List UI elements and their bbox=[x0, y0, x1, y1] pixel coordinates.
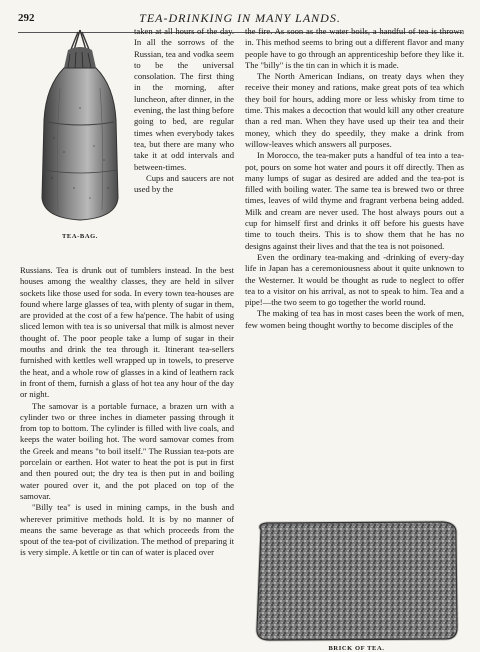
paragraph-billy-tea: "Billy tea" is used in mining camps, in the bush and wherever primitive methods hold. It is by no manner of means the same beverage as that which proceeds from the spout of the tea-pot of civilization. The method of preparing it is very simple. A kettle or tin can of water is placed over bbox=[20, 502, 234, 558]
paragraph-making-of-tea: The making of tea has in most cases been the work of men, few women being thought worthy to become disciples of the bbox=[245, 308, 464, 330]
running-title: TEA-DRINKING IN MANY LANDS. bbox=[139, 11, 341, 25]
page-number: 292 bbox=[18, 12, 35, 24]
paragraph-cups-start: Cups and saucers are not used by the bbox=[134, 172, 234, 195]
left-column-bottom bbox=[20, 265, 234, 559]
tea-bag-caption: TEA-BAG. bbox=[61, 233, 99, 240]
left-column-top bbox=[134, 26, 234, 195]
paragraph-japan: Even the ordinary tea-making and -drinking of every-day life in Japan has a ceremoniousness about it quite unknown to the Westerner. It would be thought as rude to neglect to offer tea to a visitor on his arrival, as not to speak to him. Tea and a pipe!—the two seem to go together the world round. bbox=[245, 251, 464, 308]
right-column-top bbox=[245, 26, 464, 331]
paragraph-fire: the fire. As soon as the water boils, a handful of tea is thrown in. This method seems to bring out a different flavor and many people have to go through an apprenticeship before they like it. The "billy" is the tin can in which it is made. bbox=[245, 26, 464, 70]
paragraph-indians: The North American Indians, on treaty days when they receive their money and rations, make great pots of tea which they boil for hours, adding more or less whisky from time to time. This makes a decoction that would kill any other creature than a red man. When they have used up their tea and their money, which they do speedily, they make a drink from willow-leaves which answers all purposes. bbox=[245, 71, 464, 149]
paragraph-samovar: The samovar is a portable furnace, a brazen urn with a cylinder two or three inches in diameter passing through it from top to bottom. The cylinder is filled with live coals, and keeps the water boiling hot. The word samovar comes from the Greek and means "to boil itself." The Russian tea-pots are porcelain or earthen. Hot water to heat the pot is put in first and then poured out; the dry tea is then put in and boiling water poured over it, and the pot placed on top of the samovar. bbox=[20, 400, 234, 501]
paragraph-russian-tea: taken at all hours of the day. In all the sorrows of the Russian, tea and vodka seem to be the universal consolation. The first thing in the morning, after luncheon, after dinner, in the evening, the last thing before going to bed, are regular times when everybody takes tea, but there are many who take it at odd intervals and between-times. bbox=[134, 26, 234, 172]
tea-bag-illustration bbox=[34, 28, 126, 224]
tea-brick-illustration bbox=[253, 520, 460, 642]
tea-brick-caption: BRICK OF TEA. bbox=[328, 645, 385, 652]
paragraph-cups-continued: Russians. Tea is drunk out of tumblers instead. In the best houses among the wealthy classes, they are held in silver sockets like those used for soda. In every town tea-houses are found where large glasses of tea, with plenty of sugar in them, are provided at the cost of a few ha'pence. The habit of using sliced lemon with tea is so universal that milk is almost never thought of. The poor people take a lump of sugar in their mouths and drink the tea through it. Itinerant tea-sellers furnished with kettles well wrapped up in towels, to preserve the heat, and a whole row of glasses in a kind of leathern rack in front of them, furnish a glass of hot tea any hour of the day or night. bbox=[20, 265, 234, 400]
paragraph-morocco: In Morocco, the tea-maker puts a handful of tea into a tea-pot, pours on some hot water and pours it off directly. Then as many lumps of sugar as desired are added and the tea-pot is filled with boiling water. The same tea is brewed two or three times, leaves of wild thyme and fragrant verbena being added. Milk and cream are never used. The host always pours out a cup for himself first and drinks it off before his guests have time to touch theirs. This is to show them that he has no designs against their lives and that the tea is not poisoned. bbox=[245, 150, 464, 251]
